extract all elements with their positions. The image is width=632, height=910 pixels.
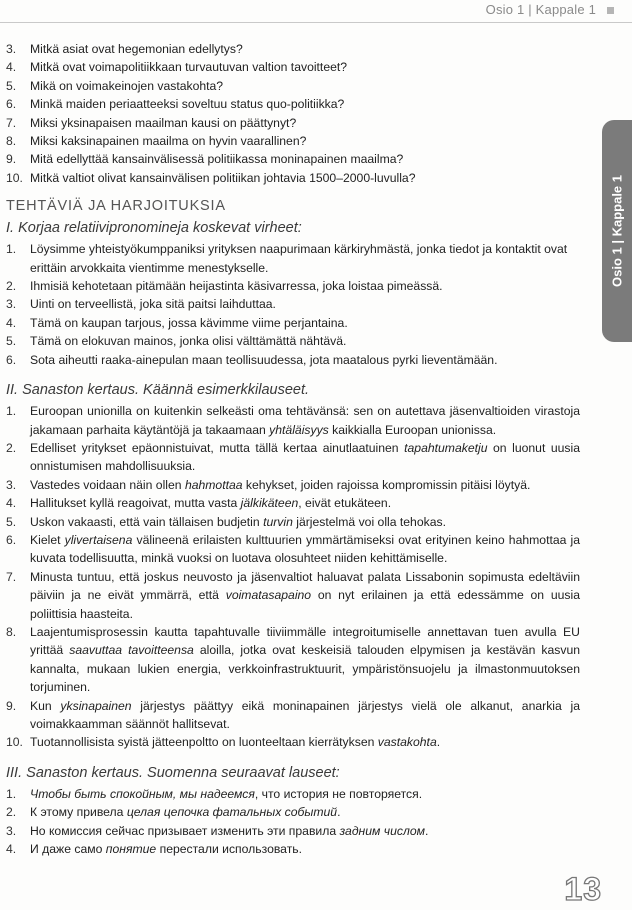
item-text: Uskon vakaasti, että vain tällaisen budjetin xyxy=(30,514,264,529)
header-title: Osio 1 | Kappale 1 xyxy=(485,2,596,17)
item-text: Edelliset yritykset epäonnistuivat, mutta tällä kertaa ainutlaatuinen xyxy=(30,440,405,455)
item-number: 10. xyxy=(6,735,23,750)
item-text: Kielet xyxy=(30,532,65,547)
vocabulary-term: vastakohta xyxy=(377,735,437,750)
question-item xyxy=(6,114,580,132)
exercise-1-item xyxy=(6,240,580,277)
question-item xyxy=(6,95,580,113)
page-number: 13 xyxy=(564,871,602,907)
item-text: . xyxy=(424,823,429,838)
item-text: Но комиссия сейчас призывает изменить эти правила xyxy=(30,823,340,838)
item-text: . xyxy=(337,805,341,820)
vocabulary-term: задним числом xyxy=(339,823,425,838)
item-text: Mitkä valtiot olivat kansainvälisen politiikan johtavia 1500–2000-luvulla? xyxy=(30,170,416,185)
item-text: Minusta tuntuu, että joskus neuvosto ja jäsenvaltiot haluavat palata Lissabonin sopimusta edeltäviin päiviin ja ne eivät ymmärrä, että xyxy=(30,569,580,603)
item-number: 10. xyxy=(6,170,23,185)
item-text: Laajentumisprosessin kautta tapahtuvalle tiiviimmälle integroitumiselle annettavan tuen avulla EU yrittää xyxy=(30,624,580,658)
item-number: 9. xyxy=(6,152,17,167)
section-title: TEHTÄVIÄ JA HARJOITUKSIA xyxy=(6,198,226,215)
item-text: kehykset, joiden rajoissa kompromissin pitäisi löytyä. xyxy=(242,477,531,492)
question-item xyxy=(6,77,580,95)
item-number: 5. xyxy=(6,78,17,93)
exercise-1-item xyxy=(6,295,580,313)
item-text: Miksi yksinapaisen maailman kausi on päättynyt? xyxy=(30,115,297,130)
vocabulary-term: turvin xyxy=(263,514,293,529)
exercise-2-item xyxy=(6,402,580,439)
exercise-3-title: III. Sanaston kertaus. Suomenna seuraavat lauseet: xyxy=(6,764,340,781)
exercise-2-item xyxy=(6,513,580,531)
exercise-2-item xyxy=(6,494,580,512)
item-text: К этому привела xyxy=(30,805,127,820)
item-text: , что история не повторяется. xyxy=(254,786,423,801)
item-text: Mitkä ovat voimapolitiikkaan turvautuvan valtion tavoitteet? xyxy=(30,60,348,75)
header-marker-icon xyxy=(607,7,614,14)
item-number: 1. xyxy=(6,786,17,801)
item-number: 6. xyxy=(6,97,17,112)
exercise-2-list xyxy=(6,402,580,752)
item-text: Löysimme yhteistyökumppaniksi yrityksen naapurimaan kärkiryhmästä, jonka tiedot ja kontaktit ovat erittäin arvokkaita vientimme menestykselle. xyxy=(30,242,568,275)
exercise-3-item xyxy=(6,785,580,803)
item-text: Mikä on voimakeinojen vastakohta? xyxy=(30,78,224,93)
exercise-2-item xyxy=(6,697,580,734)
item-text: välineenä erilaisten kulttuurien ymmärtämiseksi ovat erityinen keino hahmottaa ja kuvata todellisuutta, minkä vuoksi on luotava olosuhteet niiden kehittämiselle. xyxy=(30,532,581,566)
item-number: 6. xyxy=(6,352,17,367)
item-text: Vastedes voidaan näin ollen xyxy=(30,477,185,492)
page-content xyxy=(6,40,580,858)
exercise-2-item xyxy=(6,476,580,494)
vocabulary-term: tapahtumaketju xyxy=(404,440,488,455)
item-number: 8. xyxy=(6,624,17,639)
item-text: järjestys päättyy eikä moninapainen järjestys vielä ole alkanut, anarkia ja voimakkaamman säännöt hallitsevat. xyxy=(30,698,580,731)
exercise-3-item xyxy=(6,840,580,858)
vocabulary-term: целая цепочка фатальных событий xyxy=(126,805,338,820)
vocabulary-term: понятие xyxy=(105,842,157,857)
item-text: on nyt erilainen ja että edessämme on uusia poliittisia haasteita. xyxy=(30,588,580,621)
vocabulary-term: voimatasapaino xyxy=(225,588,312,603)
exercise-2-title: II. Sanaston kertaus. Käännä esimerkkilauseet. xyxy=(6,382,310,399)
item-text: Tämä on elokuvan mainos, jonka olisi välttämättä nähtävä. xyxy=(30,334,347,349)
item-text: on luonut uusia onnistumisen mahdollisuuksia. xyxy=(30,440,581,474)
item-number: 2. xyxy=(6,279,17,294)
question-item xyxy=(6,150,580,168)
item-text: Mitkä asiat ovat hegemonian edellytys? xyxy=(30,42,243,56)
exercise-1-item xyxy=(6,332,580,350)
item-text: aloilla, jotka ovat keskeisiä talouden elpymisen ja kestävän kasvun kannalta, mukaan lukien energia, verkkoinfrastruktuurit, ympäristönsuojelu ja ilmastonmuutoksen torjuminen. xyxy=(30,643,580,695)
vocabulary-term: jälkikäteen xyxy=(240,496,299,511)
exercise-1-item xyxy=(6,351,580,369)
question-item xyxy=(6,58,580,76)
item-number: 1. xyxy=(6,404,17,419)
vocabulary-term: ylivertaisena xyxy=(64,532,133,547)
item-text: Kun xyxy=(30,698,61,713)
exercise-2-item xyxy=(6,568,580,623)
item-text: Euroopan unionilla on kuitenkin selkeästi oma tehtävänsä: sen on autettava jäsenvaltioiden virastoja jakamaan parhaita käytäntöjä ja takaamaan xyxy=(30,404,580,437)
exercise-3-item xyxy=(6,822,580,840)
running-header xyxy=(0,0,632,23)
chapter-side-tab xyxy=(602,120,632,342)
exercise-1-item xyxy=(6,277,580,295)
vocabulary-term: Чтобы быть спокойным, мы надеемся xyxy=(30,786,255,801)
question-item xyxy=(6,132,580,150)
item-number: 2. xyxy=(6,440,17,455)
item-text: И даже само xyxy=(30,842,106,857)
item-number: 9. xyxy=(6,698,17,713)
item-number: 3. xyxy=(6,823,17,838)
exercise-3-item xyxy=(6,803,580,821)
question-item xyxy=(6,40,580,58)
item-number: 4. xyxy=(6,60,17,75)
item-number: 6. xyxy=(6,532,17,547)
item-text: перестали использовать. xyxy=(156,842,303,857)
exercise-1-title: I. Korjaa relatiivipronomineja koskevat virheet: xyxy=(6,220,302,237)
exercise-1-item xyxy=(6,314,580,332)
item-text: järjestelmä voi olla tehokas. xyxy=(292,514,446,529)
item-number: 1. xyxy=(6,242,17,257)
item-text: Ihmisiä kehotetaan pitämään heijastinta käsivarressa, joka loistaa pimeässä. xyxy=(30,279,443,294)
question-list xyxy=(6,40,580,187)
item-text: Uinti on terveellistä, joka sitä paitsi laihduttaa. xyxy=(30,297,276,312)
item-text: Tämä on kaupan tarjous, jossa kävimme viime perjantaina. xyxy=(30,315,348,330)
item-text: Tuotannollisista syistä jätteenpoltto on luonteeltaan kierrätyksen xyxy=(30,735,378,750)
exercise-3-list xyxy=(6,785,580,859)
side-tab-label: Osio 1 | Kappale 1 xyxy=(609,174,625,288)
exercise-1-list xyxy=(6,240,580,369)
item-text: Miksi kaksinapainen maailma on hyvin vaarallinen? xyxy=(30,134,307,149)
item-text: . xyxy=(436,735,441,750)
item-text: Sota aiheutti raaka-ainepulan maan teollisuudessa, jota maatalous pyrki lieventämään. xyxy=(30,352,498,367)
exercise-2-item xyxy=(6,623,580,697)
item-number: 4. xyxy=(6,842,17,857)
vocabulary-term: saavuttaa tavoitteensa xyxy=(69,643,194,658)
exercise-2-item xyxy=(6,439,580,476)
item-number: 3. xyxy=(6,297,17,312)
exercise-2-item xyxy=(6,531,580,568)
vocabulary-term: hahmottaa xyxy=(184,477,243,492)
vocabulary-term: yksinapainen xyxy=(60,698,132,713)
item-number: 4. xyxy=(6,315,17,330)
item-number: 5. xyxy=(6,514,17,529)
item-number: 7. xyxy=(6,115,17,130)
question-item xyxy=(6,169,580,187)
vocabulary-term: yhtäläisyys xyxy=(269,422,329,437)
item-text: kaikkialla Euroopan unionissa. xyxy=(328,422,497,437)
exercise-2-item xyxy=(6,733,580,751)
item-number: 7. xyxy=(6,569,17,584)
item-text: , eivät etukäteen. xyxy=(298,496,392,511)
item-number: 3. xyxy=(6,477,17,492)
item-number: 8. xyxy=(6,134,17,149)
item-number: 5. xyxy=(6,334,17,349)
item-text: Mitä edellyttää kansainvälisessä politiikassa moninapainen maailma? xyxy=(30,152,404,167)
item-text: Hallitukset kyllä reagoivat, mutta vasta xyxy=(30,496,241,511)
item-number: 3. xyxy=(6,42,17,56)
item-number: 2. xyxy=(6,805,17,820)
item-text: Minkä maiden periaatteeksi soveltuu status quo-politiikka? xyxy=(30,97,345,112)
item-number: 4. xyxy=(6,496,17,511)
